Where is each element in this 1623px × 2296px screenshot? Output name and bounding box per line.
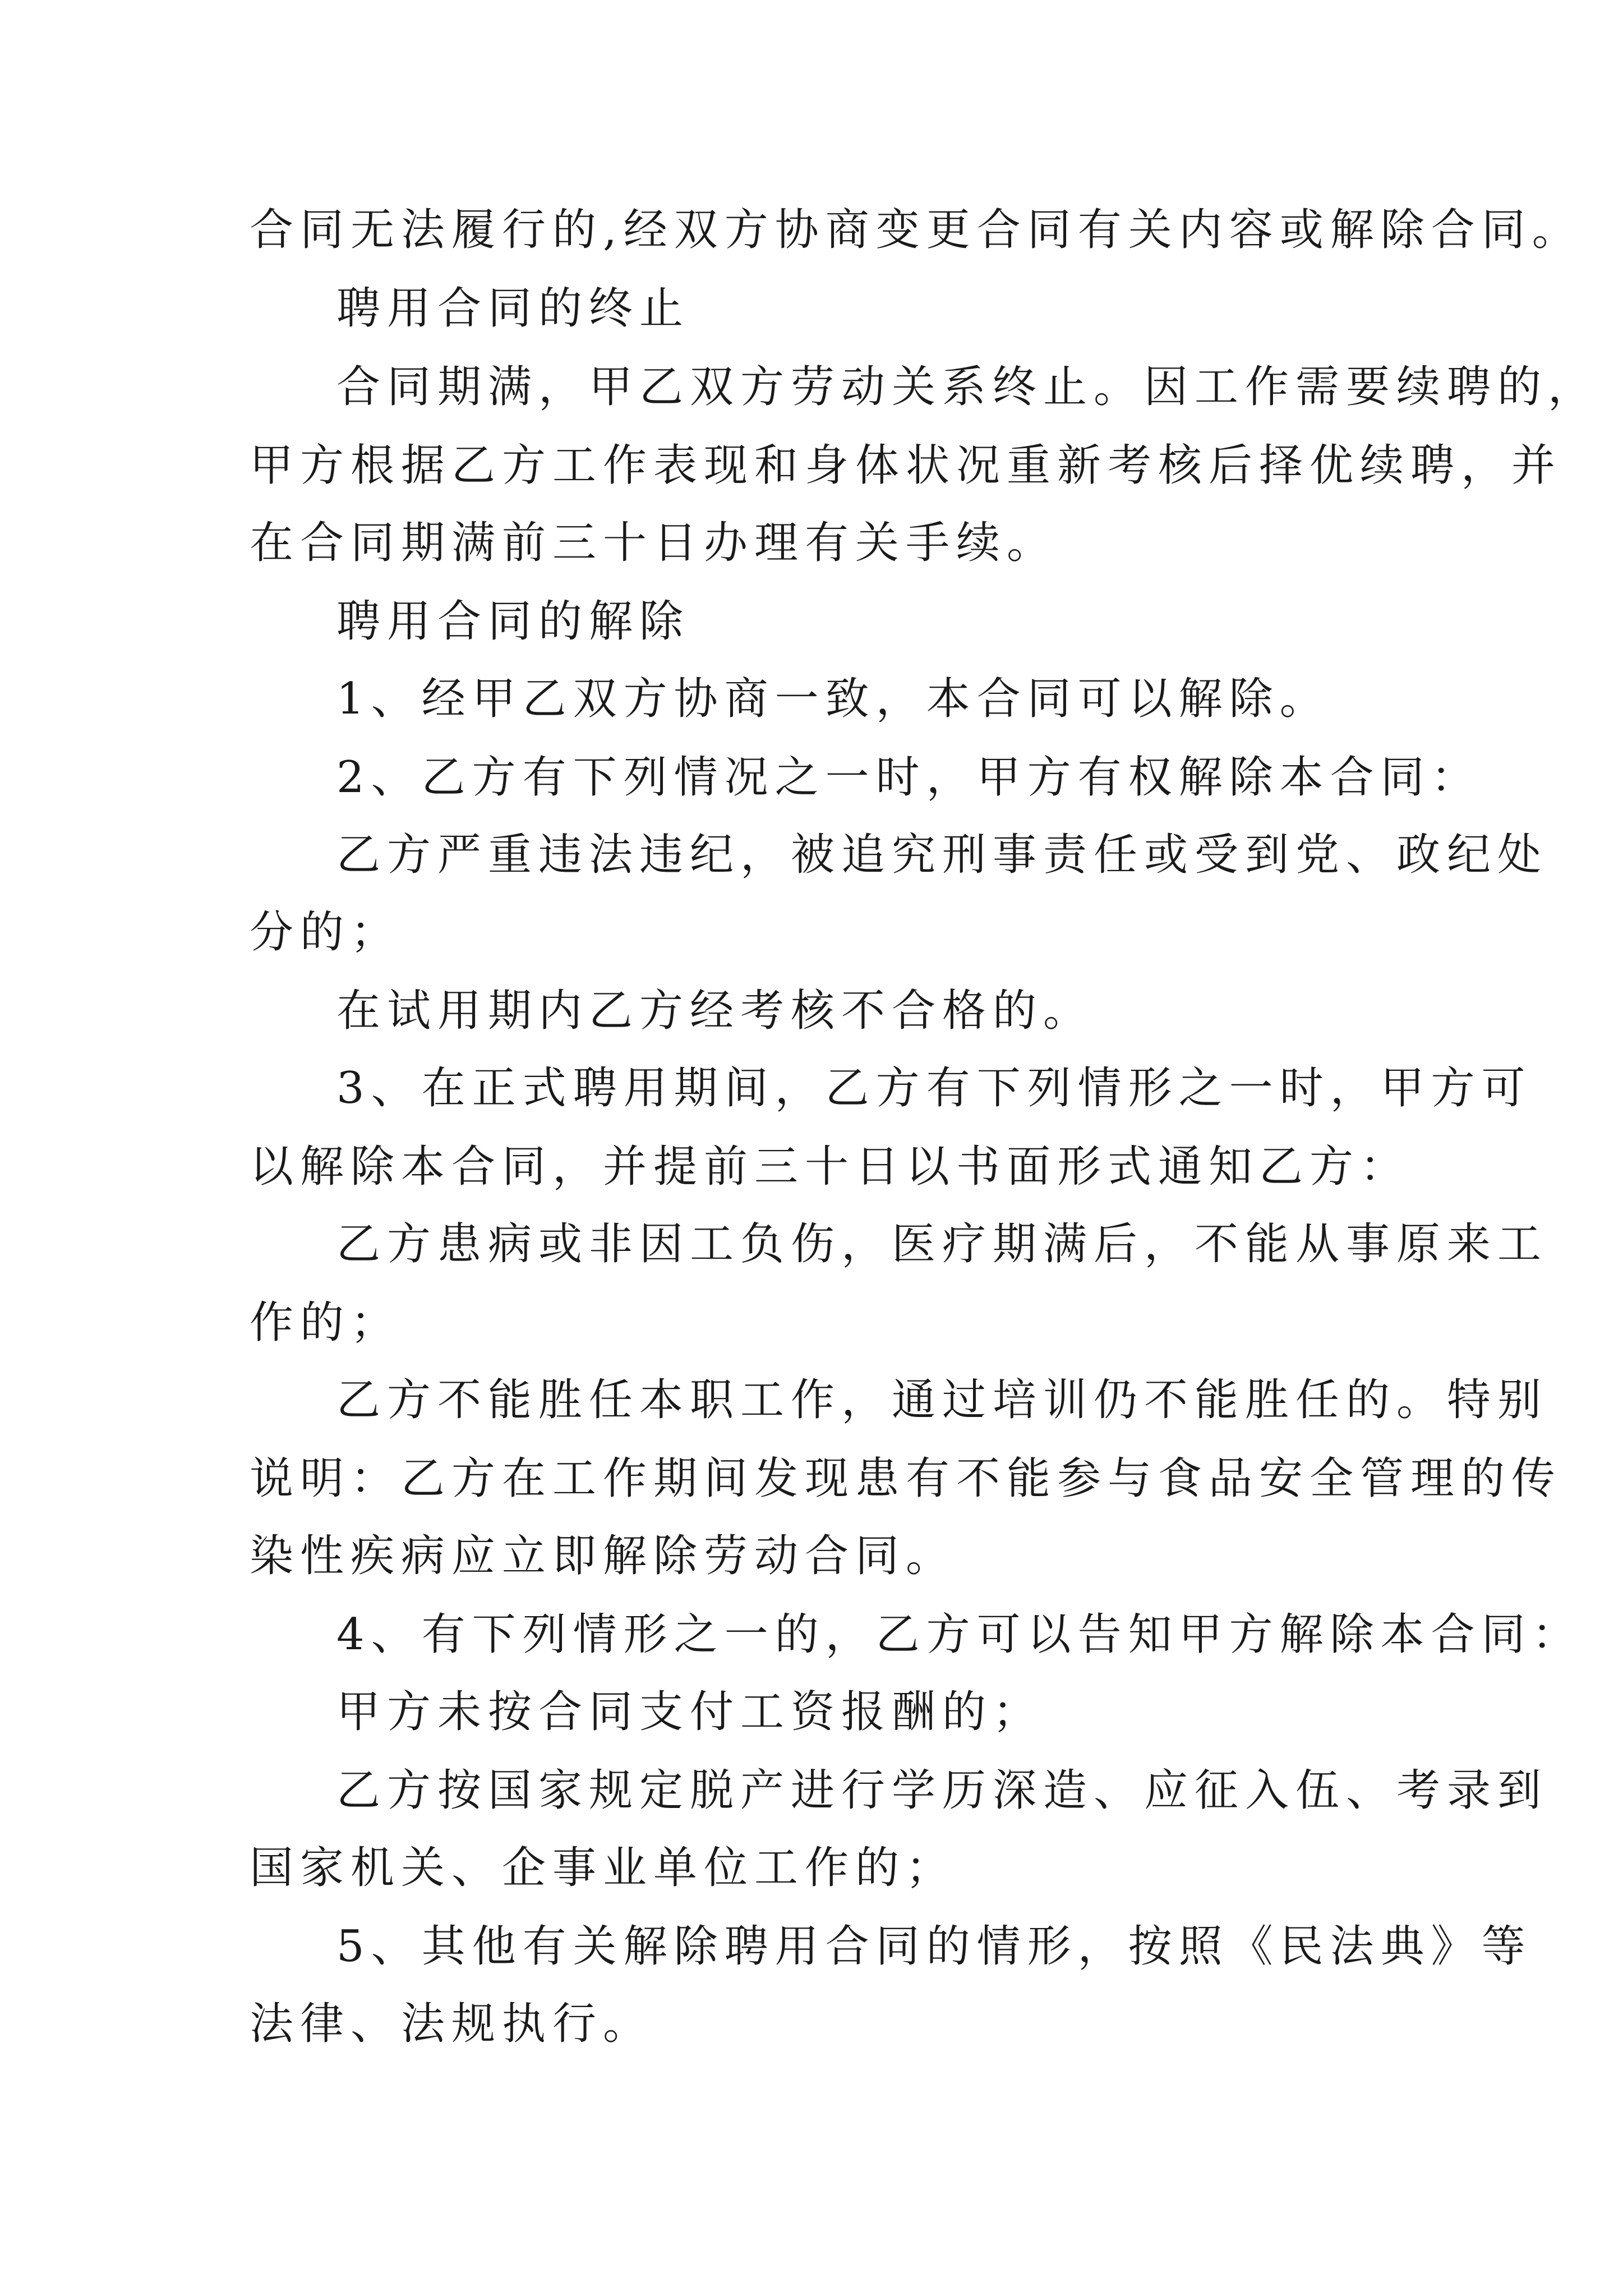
clause-2: 2、乙方有下列情况之一时，甲方有权解除本合同：	[336, 752, 1482, 803]
text-line-10: 分的；	[250, 907, 402, 958]
clause-4: 4、有下列情形之一的，乙方可以告知甲方解除本合同：	[336, 1609, 1583, 1660]
text-line-24: 法律、法规执行。	[250, 1999, 654, 2049]
text-line-16: 乙方不能胜任本职工作，通过培训仍不能胜任的。特别	[336, 1375, 1548, 1425]
text-line-4: 甲方根据乙方工作表现和身体状况重新考核后择优续聘，并	[250, 440, 1562, 491]
section-heading-dissolution: 聘用合同的解除	[336, 596, 690, 647]
text-line-5: 在合同期满前三十日办理有关手续。	[250, 518, 1058, 568]
text-line-21: 乙方按国家规定脱产进行学历深造、应征入伍、考录到	[336, 1765, 1548, 1816]
text-line-17: 说明：乙方在工作期间发现患有不能参与食品安全管理的传	[250, 1453, 1562, 1504]
clause-5: 5、其他有关解除聘用合同的情形，按照《民法典》等	[336, 1921, 1532, 1972]
text-line-13: 以解除本合同，并提前三十日以书面形式通知乙方：	[250, 1142, 1411, 1192]
text-line-14: 乙方患病或非因工负伤，医疗期满后，不能从事原来工	[336, 1219, 1548, 1269]
clause-1: 1、经甲乙双方协商一致，本合同可以解除。	[336, 674, 1330, 724]
text-line-20: 甲方未按合同支付工资报酬的；	[336, 1687, 1044, 1737]
text-line-11: 在试用期内乙方经考核不合格的。	[336, 986, 1094, 1036]
text-line-3: 合同期满，甲乙双方劳动关系终止。因工作需要续聘的，	[336, 362, 1599, 412]
section-heading-termination: 聘用合同的终止	[336, 283, 690, 334]
text-line-9: 乙方严重违法违纪，被追究刑事责任或受到党、政纪处	[336, 830, 1548, 880]
text-line-18: 染性疾病应立即解除劳动合同。	[250, 1531, 957, 1581]
text-line-1: 合同无法履行的,经双方协商变更合同有关内容或解除合同。	[250, 205, 1583, 255]
text-line-22: 国家机关、企事业单位工作的；	[250, 1843, 957, 1893]
clause-3: 3、在正式聘用期间，乙方有下列情形之一时，甲方可	[336, 1063, 1532, 1114]
text-line-15: 作的；	[250, 1297, 402, 1348]
